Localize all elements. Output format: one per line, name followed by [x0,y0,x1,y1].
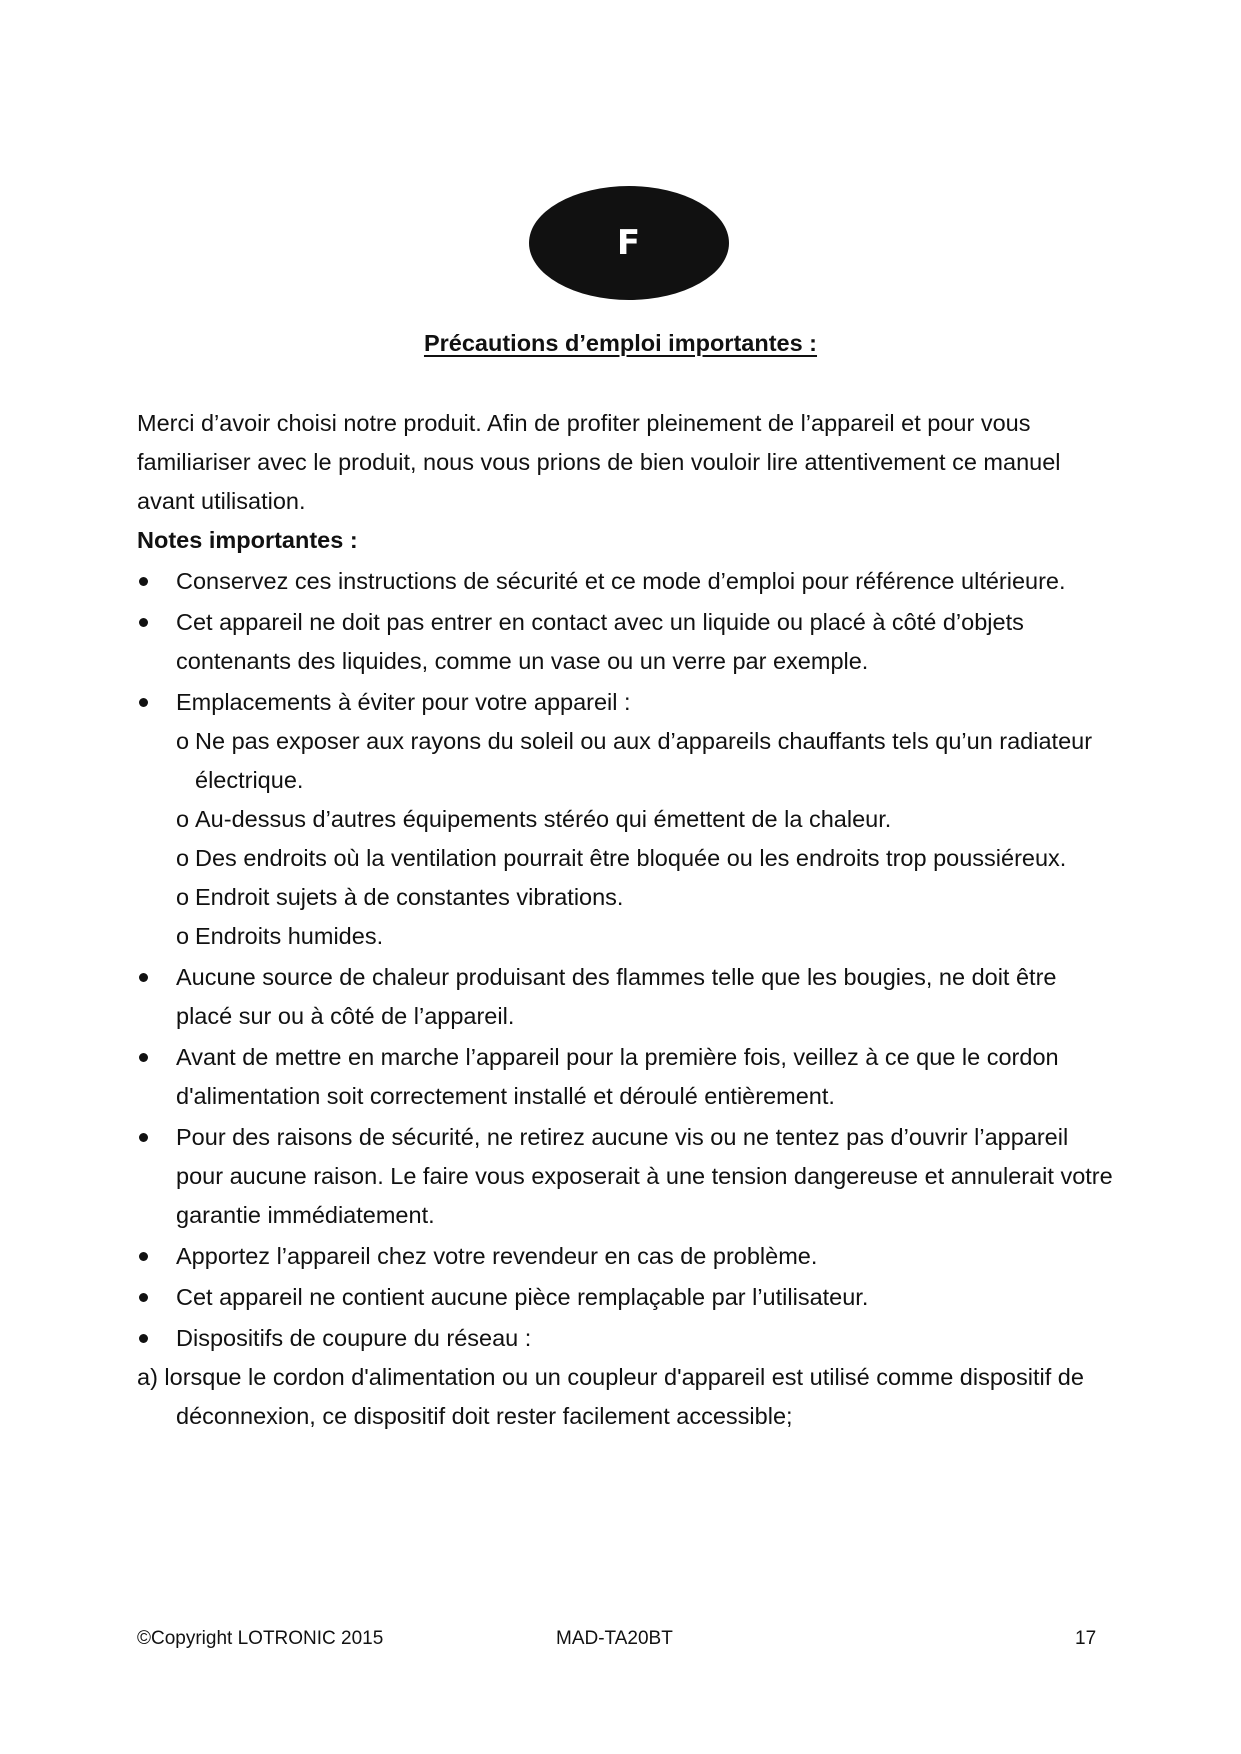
list-item-text: Cet appareil ne doit pas entrer en contact avec un liquide ou placé à côté d’objets contenants des liquides, comme un vase ou un verre par exemple. [176,609,1024,674]
sub-bullet-icon: o [176,884,190,910]
bullet-icon [139,698,148,707]
locations-to-avoid-list [176,722,1117,956]
list-item-text: Cet appareil ne contient aucune pièce remplaçable par l’utilisateur. [176,1284,869,1310]
sub-list-item [176,878,1117,917]
sub-list-item [176,917,1117,956]
footer-model: MAD-TA20BT [556,1628,673,1649]
bullet-icon [139,1053,148,1062]
list-item [137,1038,1117,1116]
sub-list-item-text: Des endroits où la ventilation pourrait être bloquée ou les endroits trop poussiéreux. [195,845,1067,871]
list-item [137,1237,1117,1276]
sub-list-item [176,722,1117,800]
sub-list-item-text: Endroits humides. [195,923,384,949]
notes-heading: Notes importantes : [137,527,358,553]
list-item-text: Dispositifs de coupure du réseau : [176,1325,532,1351]
list-item-text: Avant de mettre en marche l’appareil pour la première fois, veillez à ce que le cordon d'alimentation soit correctement installé et déroulé entièrement. [176,1044,1059,1109]
bullet-icon [139,1133,148,1142]
page-number: 17 [1075,1628,1097,1649]
sub-bullet-icon: o [176,845,190,871]
bullet-icon [139,1252,148,1261]
list-item [137,1118,1117,1235]
bullet-icon [139,973,148,982]
sub-list-item-text: Au-dessus d’autres équipements stéréo qui émettent de la chaleur. [195,806,892,832]
list-item [137,1278,1117,1317]
sub-bullet-icon: o [176,923,190,949]
list-item-text: Emplacements à éviter pour votre appareil : [176,689,631,715]
list-item-text: Conservez ces instructions de sécurité et ce mode d’emploi pour référence ultérieure. [176,568,1066,594]
sub-list-item [176,839,1117,878]
sub-list-item-text: Ne pas exposer aux rayons du soleil ou aux d’appareils chauffants tels qu’un radiateur électrique. [195,728,1093,793]
list-item-text: Aucune source de chaleur produisant des flammes telle que les bougies, ne doit être placé sur ou à côté de l’appareil. [176,964,1057,1029]
list-item [137,1319,1117,1358]
sub-list-item [176,800,1117,839]
precautions-list [137,562,1117,1358]
bullet-icon [139,1334,148,1343]
list-item-text: Apportez l’appareil chez votre revendeur en cas de problème. [176,1243,818,1269]
sub-bullet-icon: o [176,728,190,754]
intro-paragraph: Merci d’avoir choisi notre produit. Afin de profiter pleinement de l’appareil et pour vous familiariser avec le produit, nous vous prions de bien vouloir lire attentivement ce manuel avant utilisation. [137,410,1061,514]
list-item [137,603,1117,681]
list-item [137,958,1117,1036]
bullet-icon [139,1293,148,1302]
language-badge-letter: F [616,223,642,263]
sub-list-item-text: Endroit sujets à de constantes vibrations. [195,884,624,910]
list-item-text: Pour des raisons de sécurité, ne retirez aucune vis ou ne tentez pas d’ouvrir l’appareil pour aucune raison. Le faire vous exposerait à une tension dangereuse et annulerait votre garantie immédiatement. [176,1124,1113,1228]
document-body [137,404,1117,1436]
list-item [137,562,1117,601]
language-badge [529,186,729,300]
disconnect-device-note: a) lorsque le cordon d'alimentation ou un coupleur d'appareil est utilisé comme dispositif de déconnexion, ce dispositif doit rester facilement accessible; [137,1364,1084,1429]
page-title: Précautions d’emploi importantes : [423,330,818,356]
list-item [137,683,1117,956]
footer-copyright: ©Copyright LOTRONIC 2015 [137,1628,384,1649]
bullet-icon [139,577,148,586]
sub-bullet-icon: o [176,806,190,832]
bullet-icon [139,618,148,627]
